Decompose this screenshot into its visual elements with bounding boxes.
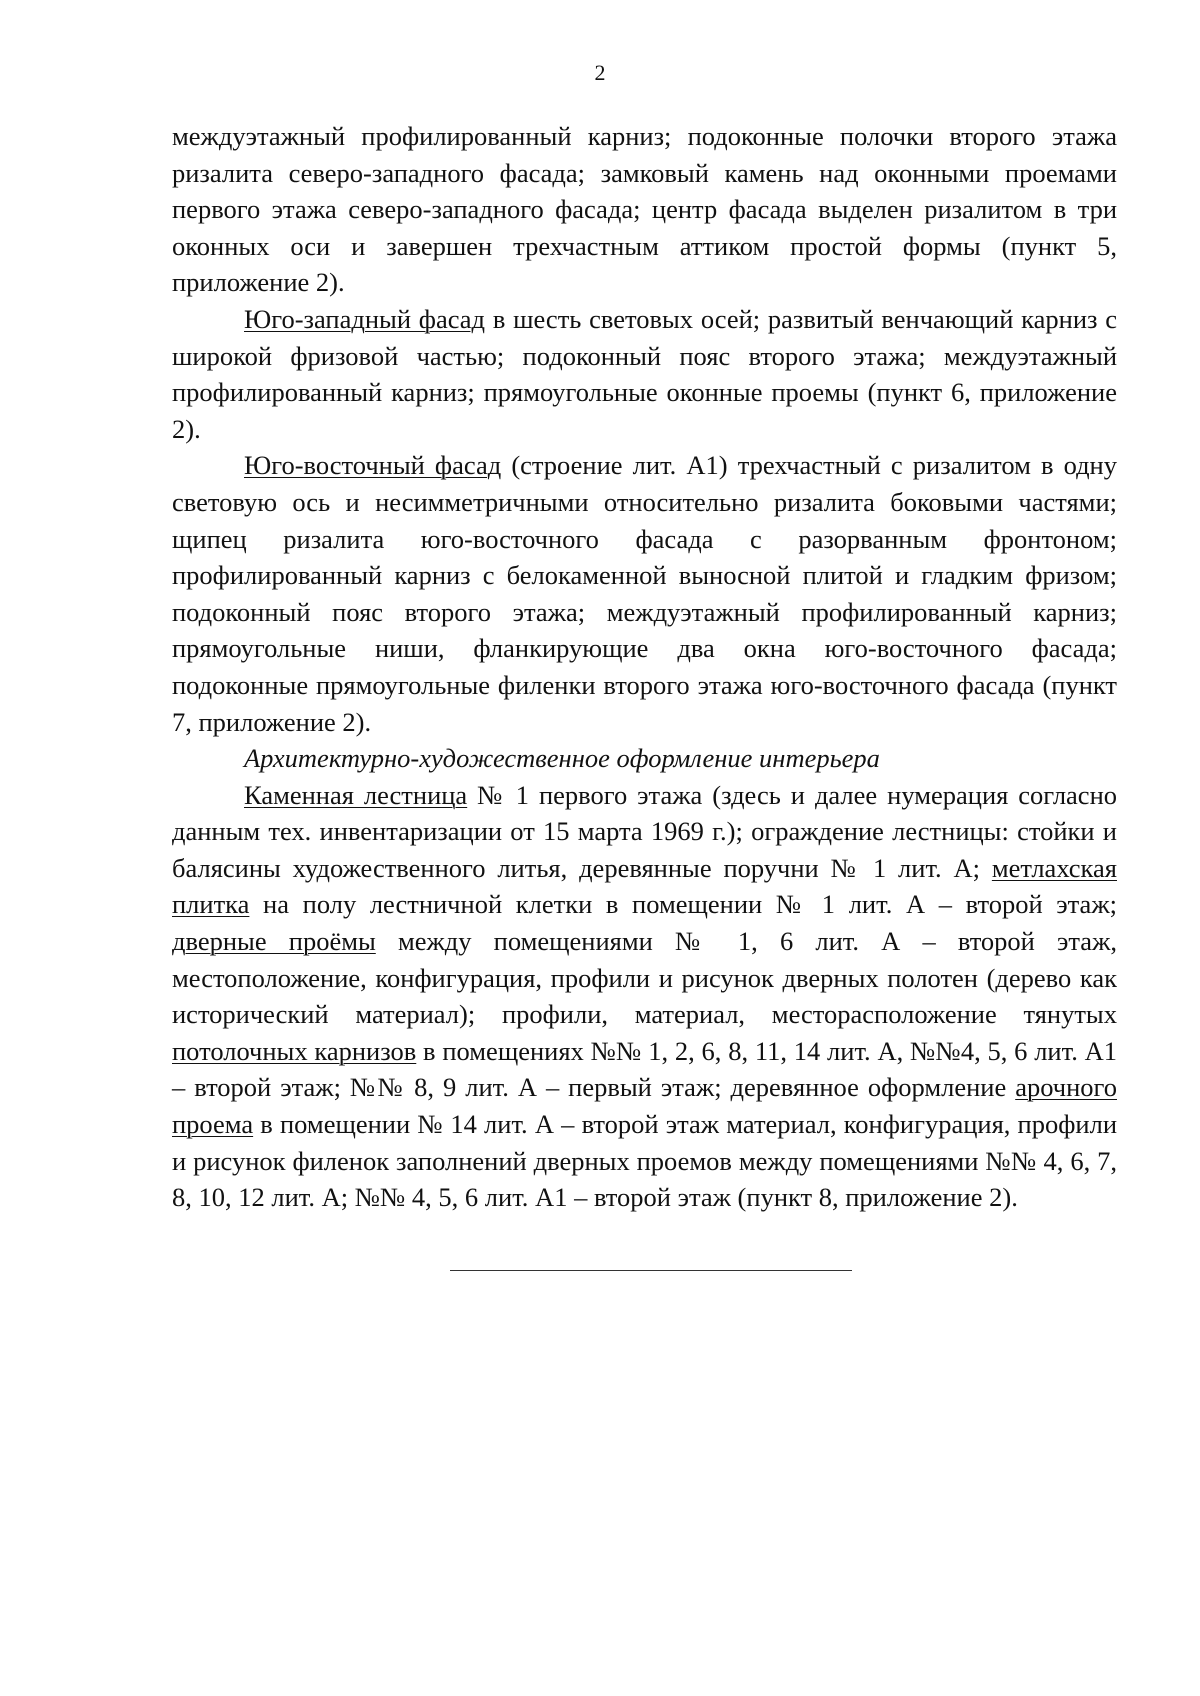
metlakh-tile-term: метлахская плитка (172, 852, 1117, 920)
stone-staircase-title: Каменная лестница (244, 779, 468, 810)
paragraph-northwest-facade-continued: междуэтажный профилированный карниз; подоконные полочки второго этажа ризалита северо-западного фасада; замковый камень над оконными проемами первого этажа северо-западного фасада; центр фасада выделен ризалитом в три оконных оси и завершен трехчастным аттиком простой формы (пункт 5, приложение 2). (172, 121, 1117, 298)
page-number: 2 (594, 60, 606, 85)
arched-opening-term: арочного проема (172, 1072, 1117, 1140)
ceiling-cornices-term: потолочных карнизов (172, 1035, 417, 1066)
interior-text-5: в помещении № 14 лит. А – второй этаж материал, конфигурация, профили и рисунок филенок заполнений дверных проемов между помещениями №№ 4, 6, 7, 8, 10, 12 лит. А; №№ 4, 5, 6 лит. А1 – второй этаж (пункт 8, приложение 2). (172, 1109, 1117, 1213)
southeast-facade-text: (строение лит. А1) трехчастный с ризалитом в одну световую ось и несимметричными относительно ризалита боковыми частями; щипец ризалита юго-восточного фасада с разорванным фронтоном; профилированный карниз с белокаменной выносной плитой и гладким фризом; подоконный пояс второго этажа; междуэтажный профилированный карниз; прямоугольные ниши, фланкирующие два окна юго-восточного фасада; подоконные прямоугольные филенки второго этажа юго-восточного фасада (пункт 7, приложение 2). (172, 450, 1117, 737)
interior-text-2: на полу лестничной клетки в помещении № 1 лит. А – второй этаж; (249, 889, 1117, 920)
interior-text-1: № 1 первого этажа (здесь и далее нумерация согласно данным тех. инвентаризации от 15 марта 1969 г.); ограждение лестницы: стойки и балясины художественного литья, деревянные поручни № 1 лит. А; (172, 779, 1117, 883)
southwest-facade-text: в шесть световых осей; развитый венчающий карниз с широкой фризовой частью; подоконный пояс второго этажа; междуэтажный профилированный карниз; прямоугольные оконные проемы (пункт 6, приложение 2). (172, 303, 1118, 444)
paragraph-interior (172, 777, 1117, 1216)
paragraph-southwest-facade (172, 301, 1117, 447)
southeast-facade-title: Юго-восточный фасад (244, 450, 502, 481)
southwest-facade-title: Юго-западный фасад (244, 303, 486, 334)
section-heading-interior: Архитектурно-художественное оформление интерьера (244, 743, 880, 774)
paragraph-southeast-facade (172, 447, 1117, 740)
end-divider-line (450, 1270, 852, 1271)
door-openings-term: дверные проёмы (172, 926, 376, 957)
interior-text-3: между помещениями № 1, 6 лит. А – второй этаж, местоположение, конфигурация, профили и рисунок дверных полотен (дерево как исторический материал); профили, материал, месторасположение тянутых (172, 926, 1117, 1030)
document-body (172, 118, 1117, 1216)
interior-text-4: в помещениях №№ 1, 2, 6, 8, 11, 14 лит. А, №№4, 5, 6 лит. А1 – второй этаж; №№ 8, 9 лит. А – первый этаж; деревянное оформление (172, 1035, 1117, 1103)
